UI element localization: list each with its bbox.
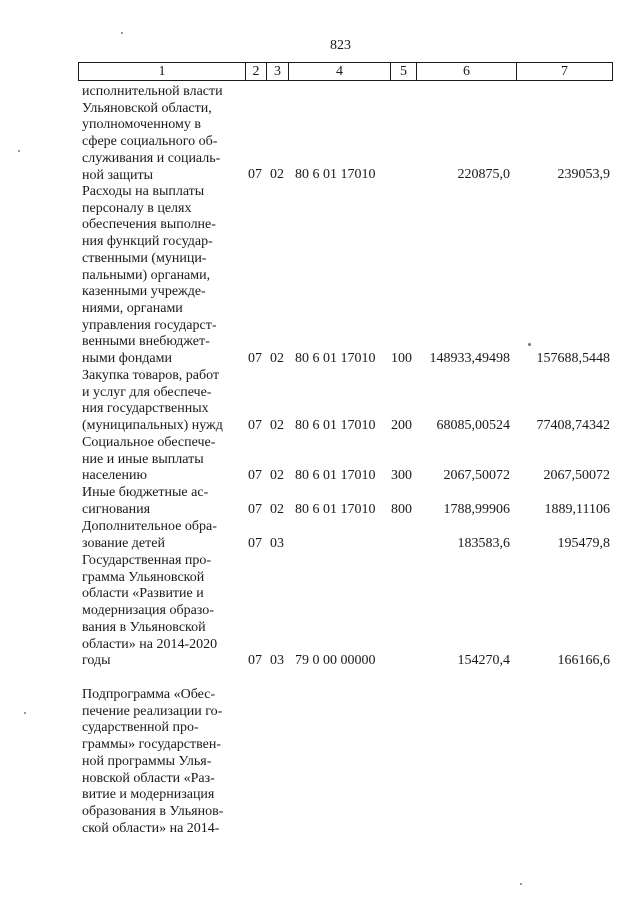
- page-number: 823: [330, 38, 351, 53]
- code-subsection: 02: [270, 418, 284, 433]
- row-description: Дополнительное обра- зование детей: [82, 519, 217, 551]
- code-target: 80 6 01 17010: [295, 468, 376, 483]
- amount-year-2: 77408,74342: [536, 418, 610, 433]
- row-description: Закупка товаров, работ и услуг для обеспече- ния государственных (муниципальных) нужд: [82, 368, 223, 434]
- amount-year-2: 195479,8: [557, 536, 610, 551]
- row-description: Социальное обеспече- ние и иные выплаты населению: [82, 435, 216, 484]
- code-target: 80 6 01 17010: [295, 351, 376, 366]
- code-expense-type: 200: [391, 418, 412, 433]
- code-expense-type: 800: [391, 502, 412, 517]
- code-target: 80 6 01 17010: [295, 167, 376, 182]
- amount-year-1: 2067,50072: [443, 468, 510, 483]
- code-subsection: 02: [270, 502, 284, 517]
- scan-speck: [528, 343, 531, 346]
- amount-year-1: 148933,49498: [429, 351, 510, 366]
- scan-speck: [121, 32, 123, 34]
- header-col-2: 2: [246, 63, 267, 80]
- code-section: 07: [248, 502, 262, 517]
- row-description: Подпрограмма «Обес- печение реализации го- сударственной про- граммы» государствен- ной программы Улья- новской области «Раз- витие и модернизация образования в Ульянов- ской области» на 2014-: [82, 687, 224, 836]
- row-description: исполнительной власти Ульяновской области, уполномоченному в сфере социального об- служивания и социаль- ной защиты: [82, 84, 223, 183]
- table-header: [78, 62, 613, 81]
- amount-year-2: 157688,5448: [536, 351, 610, 366]
- amount-year-1: 183583,6: [457, 536, 510, 551]
- header-col-4: 4: [289, 63, 391, 80]
- amount-year-2: 2067,50072: [543, 468, 610, 483]
- amount-year-1: 1788,99906: [443, 502, 510, 517]
- amount-year-1: 220875,0: [457, 167, 510, 182]
- header-col-7: 7: [561, 64, 568, 79]
- amount-year-2: 239053,9: [557, 167, 610, 182]
- code-target: 79 0 00 00000: [295, 653, 376, 668]
- scan-speck: [18, 150, 20, 152]
- row-description: Расходы на выплаты персоналу в целях обеспечения выполне- ния функций государ- ственными (муници- пальными) органами, казенными учрежде- ниями, органами управления государст- венными внебюджет- ными фондами: [82, 184, 217, 367]
- code-expense-type: 100: [391, 351, 412, 366]
- code-section: 07: [248, 536, 262, 551]
- code-subsection: 02: [270, 351, 284, 366]
- code-subsection: 02: [270, 167, 284, 182]
- code-section: 07: [248, 418, 262, 433]
- code-subsection: 03: [270, 536, 284, 551]
- header-col-5: 5: [391, 63, 417, 80]
- amount-year-2: 166166,6: [557, 653, 610, 668]
- code-subsection: 02: [270, 468, 284, 483]
- code-section: 07: [248, 351, 262, 366]
- amount-year-1: 154270,4: [457, 653, 510, 668]
- amount-year-1: 68085,00524: [436, 418, 510, 433]
- row-description: Государственная про- грамма Ульяновской области «Развитие и модернизация образо- вания в Ульяновской области» на 2014-2020 годы: [82, 553, 218, 669]
- header-col-1: 1: [79, 63, 246, 80]
- amount-year-2: 1889,11106: [544, 502, 610, 517]
- code-target: 80 6 01 17010: [295, 502, 376, 517]
- header-col-6: 6: [417, 63, 517, 80]
- code-section: 07: [248, 653, 262, 668]
- scan-speck: [520, 883, 522, 885]
- code-section: 07: [248, 468, 262, 483]
- code-expense-type: 300: [391, 468, 412, 483]
- row-description: Иные бюджетные ас- сигнования: [82, 485, 209, 517]
- header-col-3: 3: [267, 63, 289, 80]
- code-section: 07: [248, 167, 262, 182]
- scan-speck: [24, 712, 26, 714]
- code-target: 80 6 01 17010: [295, 418, 376, 433]
- code-subsection: 03: [270, 653, 284, 668]
